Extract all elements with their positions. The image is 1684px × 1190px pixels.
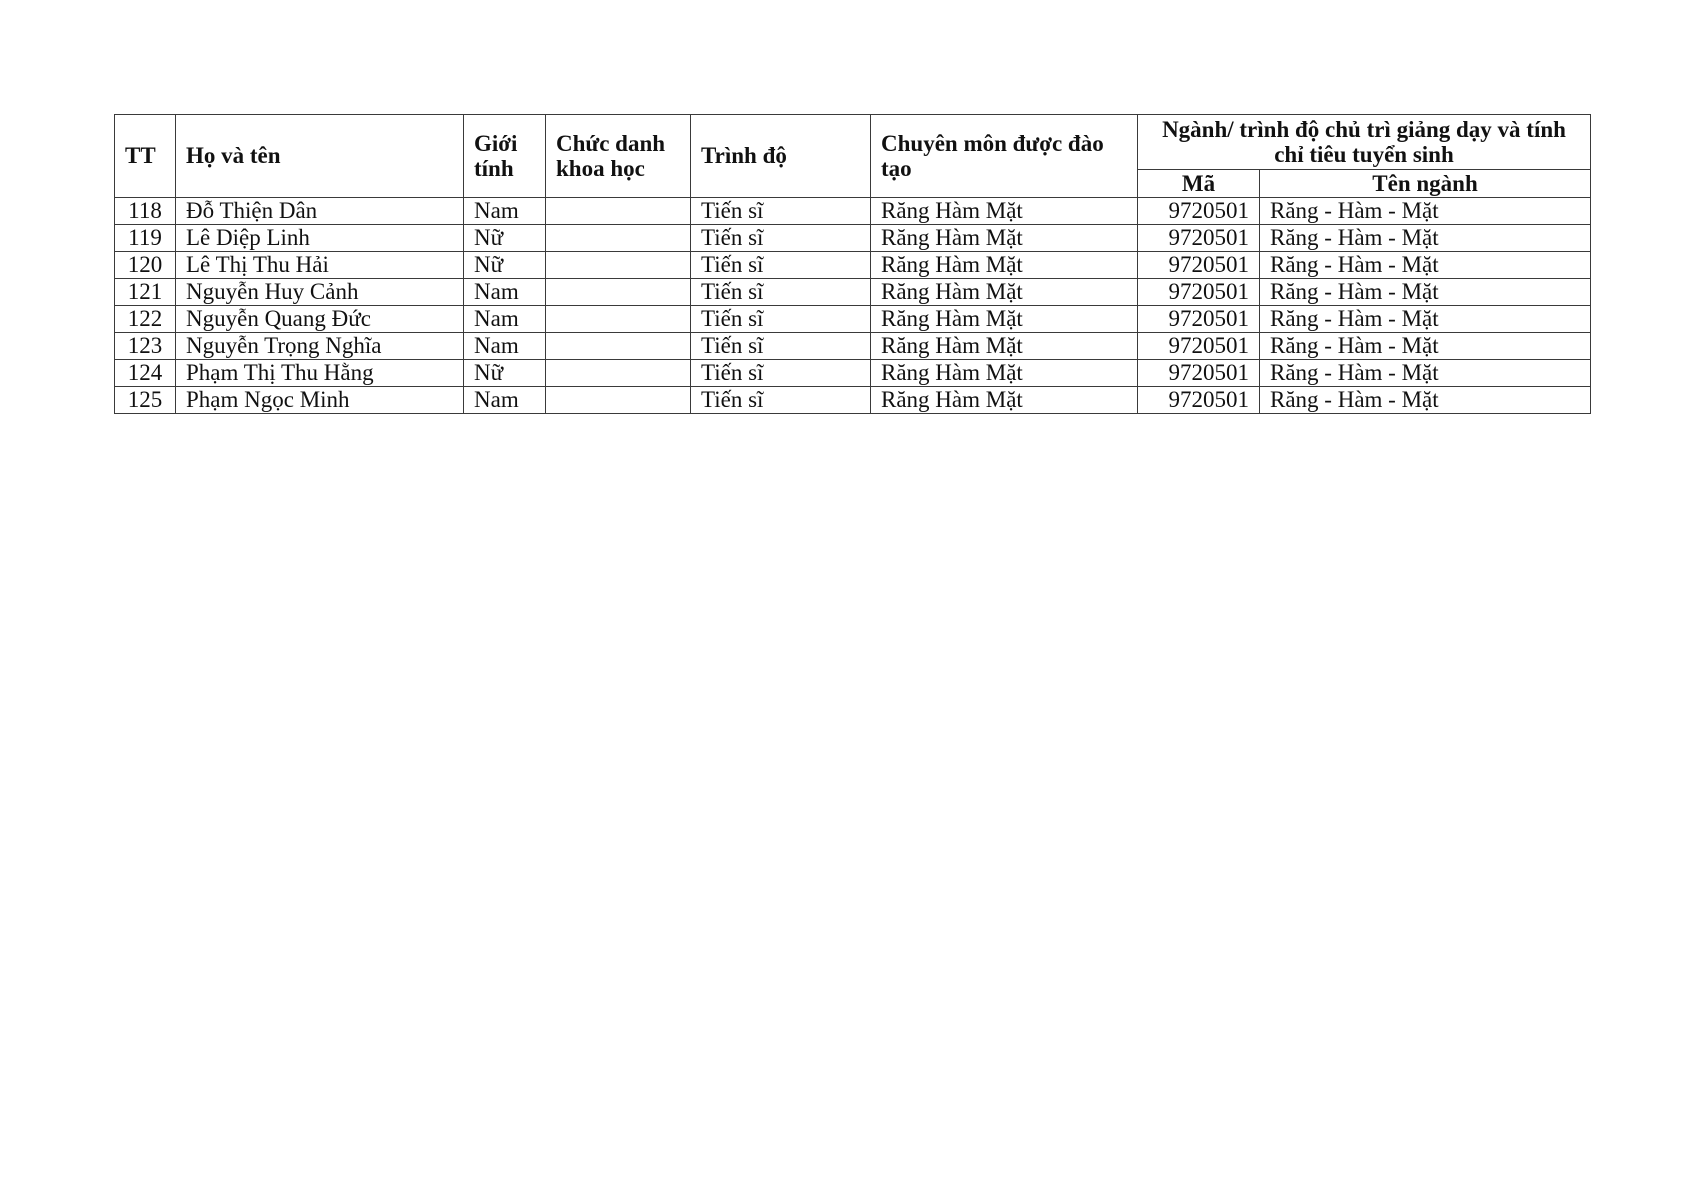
- cell-specialty: Răng Hàm Mặt: [871, 225, 1138, 252]
- header-academic-title: Chức danh khoa học: [546, 115, 691, 198]
- cell-code: 9720501: [1138, 306, 1260, 333]
- cell-specialty: Răng Hàm Mặt: [871, 387, 1138, 414]
- staff-table: [114, 114, 1591, 414]
- cell-gender: Nam: [464, 306, 546, 333]
- cell-academic-title: [546, 198, 691, 225]
- cell-program-name: Răng - Hàm - Mặt: [1260, 198, 1591, 225]
- header-degree: Trình độ: [691, 115, 871, 198]
- cell-gender: Nam: [464, 198, 546, 225]
- document-page: [114, 114, 1590, 414]
- cell-degree: Tiến sĩ: [691, 306, 871, 333]
- cell-gender: Nữ: [464, 360, 546, 387]
- table-row: [115, 333, 1591, 360]
- cell-tt: 119: [115, 225, 176, 252]
- table-header: [115, 115, 1591, 198]
- cell-name: Lê Diệp Linh: [176, 225, 464, 252]
- cell-name: Phạm Thị Thu Hằng: [176, 360, 464, 387]
- cell-degree: Tiến sĩ: [691, 279, 871, 306]
- cell-code: 9720501: [1138, 225, 1260, 252]
- cell-name: Phạm Ngọc Minh: [176, 387, 464, 414]
- cell-gender: Nam: [464, 333, 546, 360]
- cell-academic-title: [546, 225, 691, 252]
- cell-tt: 122: [115, 306, 176, 333]
- cell-name: Nguyễn Huy Cảnh: [176, 279, 464, 306]
- header-code: Mã: [1138, 170, 1260, 198]
- cell-program-name: Răng - Hàm - Mặt: [1260, 225, 1591, 252]
- cell-degree: Tiến sĩ: [691, 387, 871, 414]
- cell-tt: 120: [115, 252, 176, 279]
- cell-specialty: Răng Hàm Mặt: [871, 252, 1138, 279]
- cell-gender: Nữ: [464, 225, 546, 252]
- table-row: [115, 198, 1591, 225]
- cell-code: 9720501: [1138, 387, 1260, 414]
- cell-name: Lê Thị Thu Hải: [176, 252, 464, 279]
- table-body: [115, 198, 1591, 414]
- cell-program-name: Răng - Hàm - Mặt: [1260, 306, 1591, 333]
- table-row: [115, 360, 1591, 387]
- cell-academic-title: [546, 279, 691, 306]
- cell-gender: Nam: [464, 279, 546, 306]
- cell-academic-title: [546, 387, 691, 414]
- cell-tt: 125: [115, 387, 176, 414]
- cell-code: 9720501: [1138, 252, 1260, 279]
- cell-academic-title: [546, 306, 691, 333]
- cell-program-name: Răng - Hàm - Mặt: [1260, 360, 1591, 387]
- cell-gender: Nam: [464, 387, 546, 414]
- table-row: [115, 279, 1591, 306]
- cell-gender: Nữ: [464, 252, 546, 279]
- table-row: [115, 252, 1591, 279]
- cell-specialty: Răng Hàm Mặt: [871, 306, 1138, 333]
- cell-academic-title: [546, 360, 691, 387]
- header-name: Họ và tên: [176, 115, 464, 198]
- header-gender: Giới tính: [464, 115, 546, 198]
- cell-degree: Tiến sĩ: [691, 333, 871, 360]
- cell-code: 9720501: [1138, 279, 1260, 306]
- cell-program-name: Răng - Hàm - Mặt: [1260, 252, 1591, 279]
- cell-tt: 123: [115, 333, 176, 360]
- cell-specialty: Răng Hàm Mặt: [871, 333, 1138, 360]
- cell-degree: Tiến sĩ: [691, 225, 871, 252]
- table-row: [115, 225, 1591, 252]
- cell-academic-title: [546, 252, 691, 279]
- cell-degree: Tiến sĩ: [691, 252, 871, 279]
- cell-code: 9720501: [1138, 333, 1260, 360]
- cell-specialty: Răng Hàm Mặt: [871, 279, 1138, 306]
- cell-tt: 121: [115, 279, 176, 306]
- cell-tt: 118: [115, 198, 176, 225]
- header-program-group: Ngành/ trình độ chủ trì giảng dạy và tính chỉ tiêu tuyển sinh: [1138, 115, 1591, 170]
- table-row: [115, 306, 1591, 333]
- cell-degree: Tiến sĩ: [691, 198, 871, 225]
- cell-name: Đỗ Thiện Dân: [176, 198, 464, 225]
- cell-specialty: Răng Hàm Mặt: [871, 360, 1138, 387]
- cell-specialty: Răng Hàm Mặt: [871, 198, 1138, 225]
- cell-program-name: Răng - Hàm - Mặt: [1260, 333, 1591, 360]
- cell-program-name: Răng - Hàm - Mặt: [1260, 279, 1591, 306]
- cell-code: 9720501: [1138, 198, 1260, 225]
- cell-name: Nguyễn Trọng Nghĩa: [176, 333, 464, 360]
- cell-name: Nguyễn Quang Đức: [176, 306, 464, 333]
- table-row: [115, 387, 1591, 414]
- cell-degree: Tiến sĩ: [691, 360, 871, 387]
- header-tt: TT: [115, 115, 176, 198]
- cell-program-name: Răng - Hàm - Mặt: [1260, 387, 1591, 414]
- cell-academic-title: [546, 333, 691, 360]
- header-program-name: Tên ngành: [1260, 170, 1591, 198]
- cell-tt: 124: [115, 360, 176, 387]
- header-specialty: Chuyên môn được đào tạo: [871, 115, 1138, 198]
- cell-code: 9720501: [1138, 360, 1260, 387]
